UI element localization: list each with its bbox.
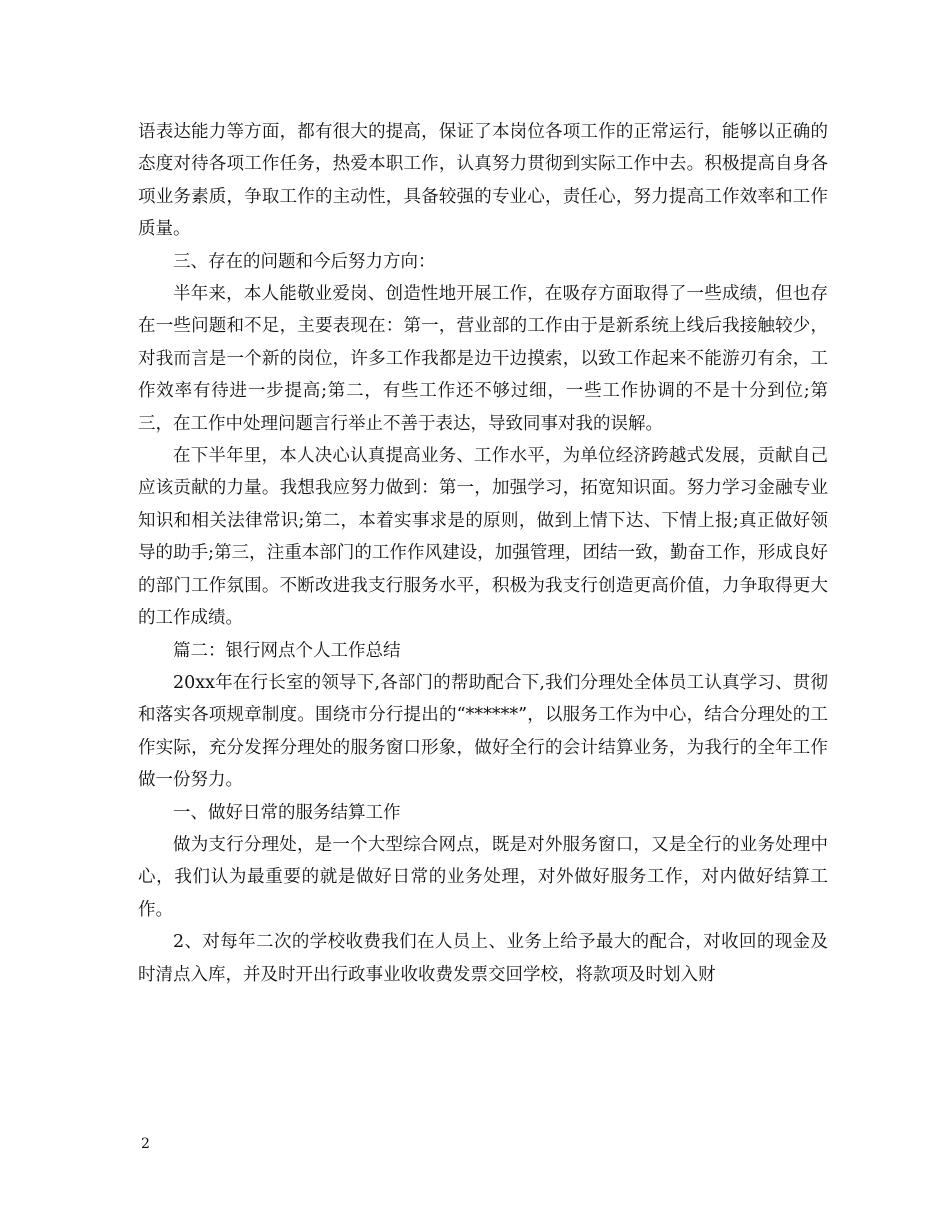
paragraph-plans: 在下半年里，本人决心认真提高业务、工作水平，为单位经济跨越式发展，贡献自己应该贡献的力量。我想我应努力做到：第一，加强学习，拓宽知识面。努力学习金融专业知识和相关法律常识;第二，本着实事求是的原则，做到上情下达、下情上报;真正做好领导的助手;第三，注重本部门的工作作风建设，加强管理，团结一致，勤奋工作，形成良好的部门工作氛围。不断改进我支行服务水平，积极为我支行创造更高价值，力争取得更大的工作成绩。 <box>138 446 828 629</box>
paragraph-daily-work: 做为支行分理处，是一个大型综合网点，既是对外服务窗口，又是全行的业务处理中心，我们认为最重要的就是做好日常的业务处理，对外做好服务工作，对内做好结算工作。 <box>138 834 828 920</box>
paragraph-continuation: 语表达能力等方面，都有很大的提高，保证了本岗位各项工作的正常运行，能够以正确的态度对待各项工作任务，热爱本职工作，认真努力贯彻到实际工作中去。积极提高自身各项业务素质，争取工作的主动性，具备较强的专业心，责任心，努力提高工作效率和工作质量。 <box>138 122 828 240</box>
paragraph-intro: 20xx年在行长室的领导下,各部门的帮助配合下,我们分理处全体员工认真学习、贯彻和落实各项规章制度。围绕市分行提出的“******”，以服务工作为中心，结合分理处的工作实际，充分发挥分理处的服务窗口形象，做好全行的会计结算业务，为我行的全年工作做一份努力。 <box>138 672 828 791</box>
section-heading-problems: 三、存在的问题和今后努力方向： <box>173 251 436 272</box>
article-title: 篇二：银行网点个人工作总结 <box>173 640 401 661</box>
paragraph-school-fees: 2、对每年二次的学校收费我们在人员上、业务上给予最大的配合，对收回的现金及时清点入库，并及时开出行政事业收收费发票交回学校，将款项及时划入财 <box>138 932 828 985</box>
paragraph-problems: 半年来，本人能敬业爱岗、创造性地开展工作，在吸存方面取得了一些成绩，但也存在一些问题和不足，主要表现在：第一，营业部的工作由于是新系统上线后我接触较少，对我而言是一个新的岗位，许多工作我都是边干边摸索，以致工作起来不能游刃有余，工作效率有待进一步提高;第二，有些工作还不够过细，一些工作协调的不是十分到位;第三，在工作中处理问题言行举止不善于表达，导致同事对我的误解。 <box>138 284 828 434</box>
document-body <box>138 116 828 991</box>
section-heading-daily-work: 一、做好日常的服务结算工作 <box>173 802 401 823</box>
page-number: 2 <box>141 1136 150 1152</box>
